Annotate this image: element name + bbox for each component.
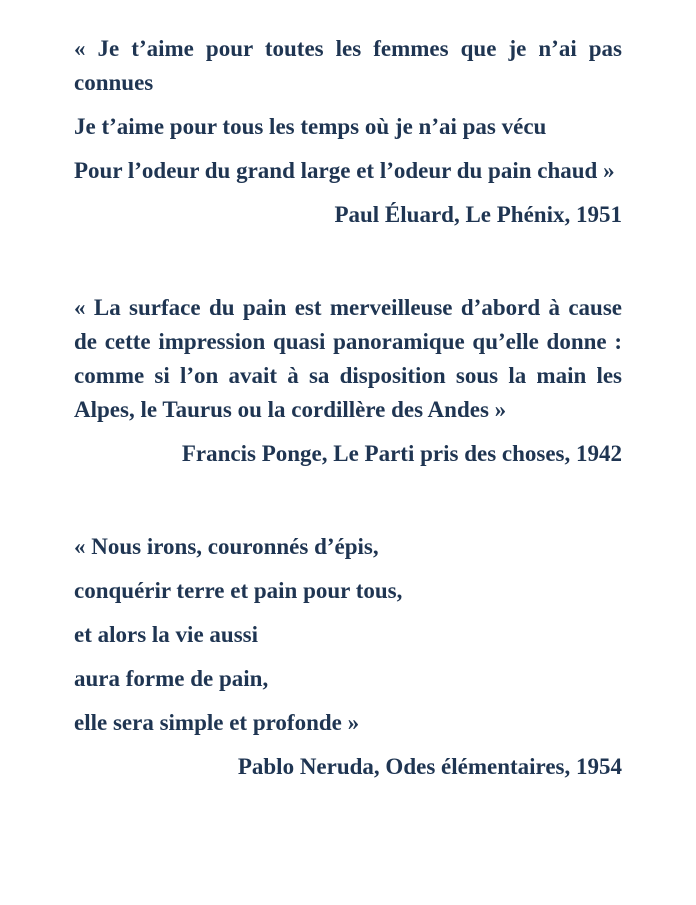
quote-line: « Je t’aime pour toutes les femmes que je n’ai pas connues bbox=[74, 36, 622, 95]
quote-attribution: Francis Ponge, Le Parti pris des choses, 1942 bbox=[181, 441, 622, 466]
quote-line: conquérir terre et pain pour tous, bbox=[74, 578, 403, 603]
quote-line: Je t’aime pour tous les temps où je n’ai pas vécu bbox=[74, 114, 547, 139]
quote-line: « Nous irons, couronnés d’épis, bbox=[74, 534, 379, 559]
quote-block-eluard bbox=[74, 32, 622, 232]
document-page bbox=[74, 32, 622, 784]
quote-line: Pour l’odeur du grand large et l’odeur du pain chaud » bbox=[74, 158, 615, 183]
quote-paragraph: « La surface du pain est merveilleuse d’abord à cause de cette impression quasi panoramique qu’elle donne : comme si l’on avait à sa disposition sous la main les Alpes, le Taurus ou la cordillère des Andes » bbox=[74, 295, 622, 422]
quote-line: aura forme de pain, bbox=[74, 666, 269, 691]
quote-attribution: Pablo Neruda, Odes élémentaires, 1954 bbox=[237, 754, 622, 779]
quote-block-neruda bbox=[74, 530, 622, 784]
quote-block-ponge bbox=[74, 291, 622, 471]
quote-line: et alors la vie aussi bbox=[74, 622, 258, 647]
quote-attribution: Paul Éluard, Le Phénix, 1951 bbox=[334, 202, 622, 227]
quote-line: elle sera simple et profonde » bbox=[74, 710, 360, 735]
